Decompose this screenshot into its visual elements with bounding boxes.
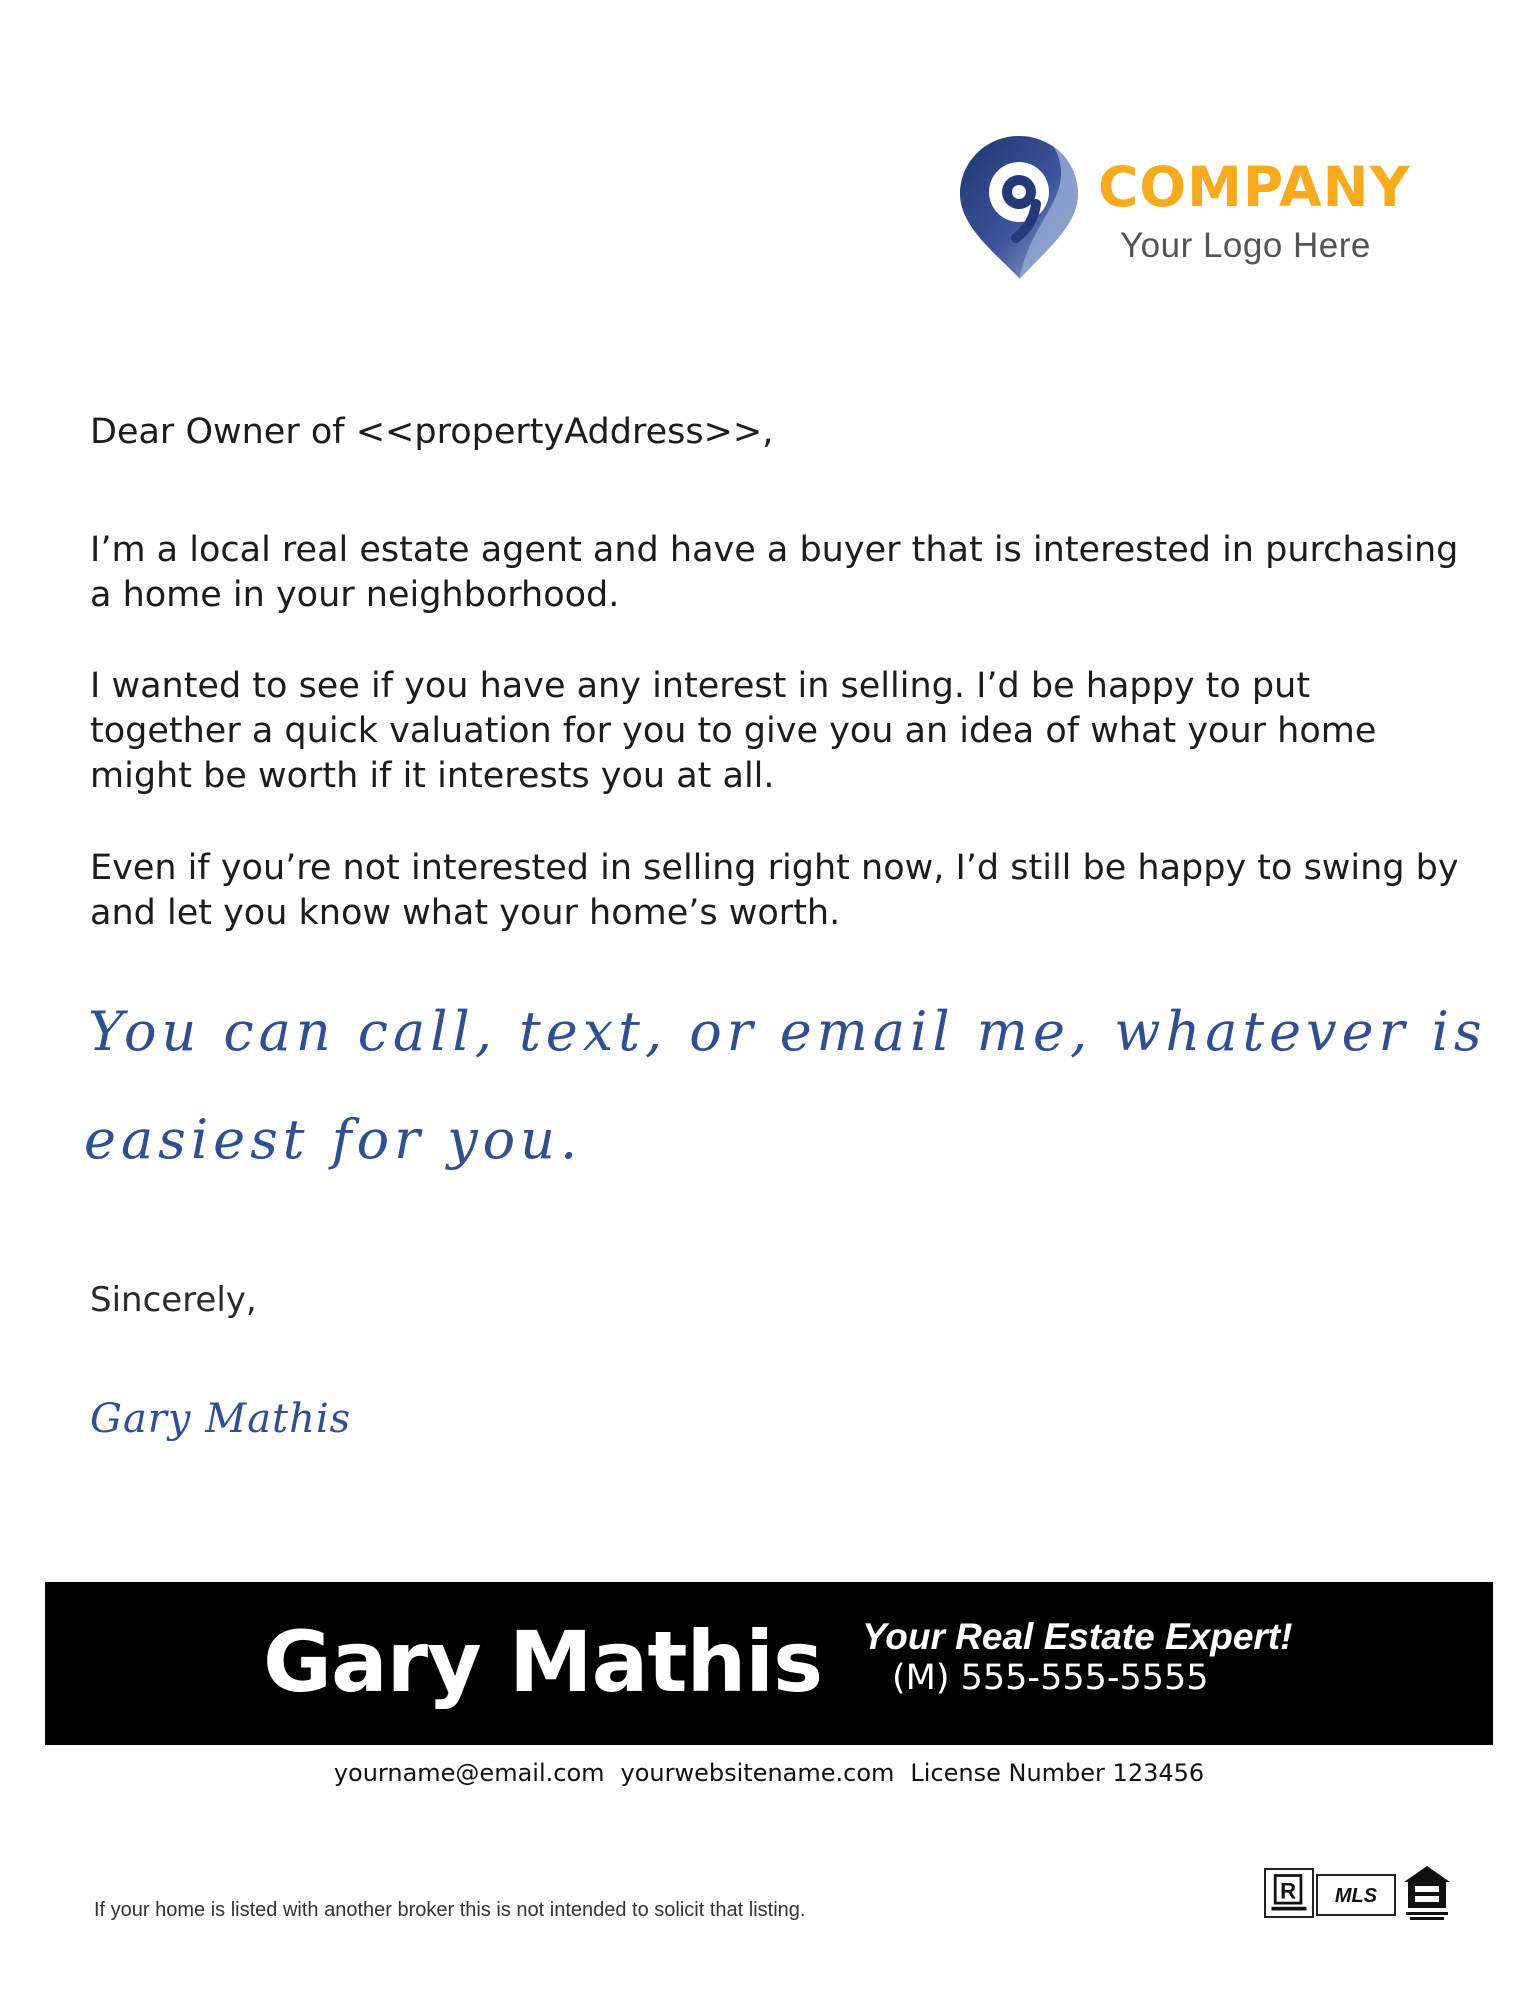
realtor-r-icon	[1264, 1868, 1314, 1918]
agent-phone: (M) 555-555-5555	[892, 1658, 1209, 1698]
mls-badge: MLS	[1316, 1874, 1396, 1916]
company-logo	[958, 134, 1418, 284]
agent-name: Gary Mathis	[263, 1613, 823, 1711]
logo-tagline: Your Logo Here	[1120, 226, 1371, 265]
license-number: License Number 123456	[910, 1759, 1205, 1787]
compliance-badges	[1264, 1864, 1450, 1922]
equal-housing-icon	[1402, 1864, 1452, 1922]
signature: Gary Mathis	[90, 1396, 352, 1442]
website-link[interactable]: yourwebsitename.com	[620, 1759, 895, 1787]
paragraph: I wanted to see if you have any interest in selling. I’d be happy to put together a quick valuation for you to give you an idea of what your home might be worth if it interests you at all.	[90, 666, 1377, 796]
logo-company-name: COMPANY	[1098, 155, 1411, 219]
closing: Sincerely,	[90, 1280, 257, 1320]
agent-banner	[45, 1582, 1493, 1745]
paragraph: I’m a local real estate agent and have a buyer that is interested in purchasing a home in your neighborhood.	[90, 530, 1459, 615]
email-link[interactable]: yourname@email.com	[333, 1759, 605, 1787]
svg-text:R: R	[1280, 1878, 1297, 1904]
contact-line	[0, 1759, 1538, 1787]
agent-tagline: Your Real Estate Expert!	[862, 1616, 1293, 1657]
salutation: Dear Owner of <<propertyAddress>>,	[90, 412, 774, 452]
paragraph: Even if you’re not interested in selling right now, I’d still be happy to swing by and let you know what your home’s worth.	[90, 848, 1459, 933]
handwritten-note-line: You can call, text, or email me, whatever is	[88, 1000, 1487, 1063]
disclaimer: If your home is listed with another broker this is not intended to solicit that listing.	[94, 1899, 806, 1921]
handwritten-note-line: easiest for you.	[84, 1108, 583, 1171]
map-pin-icon	[958, 134, 1080, 280]
